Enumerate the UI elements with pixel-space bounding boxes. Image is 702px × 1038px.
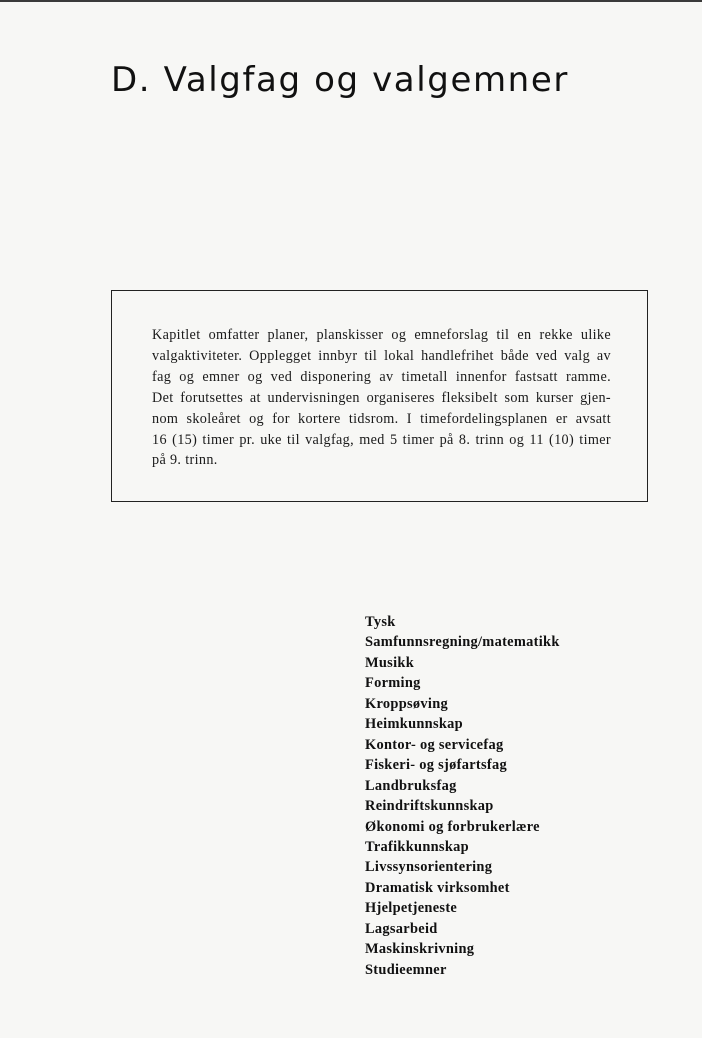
subject-item: Musikk: [365, 654, 414, 671]
subject-item: Reindriftskunnskap: [365, 798, 494, 815]
subject-item: Livssynsorientering: [365, 859, 493, 876]
page-top-rule: [0, 0, 702, 2]
subject-item: Forming: [365, 675, 421, 692]
subject-item: Lagsarbeid: [365, 920, 438, 937]
subject-item: Heimkunnskap: [365, 716, 463, 733]
subject-item: Studieemner: [365, 961, 447, 978]
intro-line: på 9. trinn.: [152, 452, 218, 469]
subject-item: Maskinskrivning: [365, 941, 475, 958]
subject-list: [365, 612, 560, 980]
intro-line: nom skoleåret og for kortere tidsrom. I timefordelingsplanen er avsatt: [152, 410, 611, 427]
intro-line: fag og emner og ved disponering av timetall innenfor fastsatt ramme.: [152, 368, 611, 385]
intro-line: 16 (15) timer pr. uke til valgfag, med 5 timer på 8. trinn og 11 (10) timer: [152, 431, 611, 448]
page-title: D. Valgfag og valgemner: [111, 60, 569, 100]
subject-item: Hjelpetjeneste: [365, 900, 458, 917]
intro-box: [111, 290, 648, 502]
intro-line: Det forutsettes at undervisningen organiseres fleksibelt som kurser gjen-: [152, 389, 611, 406]
subject-item: Kontor- og servicefag: [365, 736, 504, 753]
subject-item: Trafikkunnskap: [365, 838, 469, 855]
intro-line: Kapitlet omfatter planer, planskisser og emneforslag til en rekke ulike: [152, 327, 611, 343]
subject-item: Dramatisk virksomhet: [365, 879, 510, 896]
subject-item: Samfunnsregning/matematikk: [365, 634, 560, 651]
intro-line: valgaktiviteter. Opplegget innbyr til lokal handlefrihet både ved valg av: [152, 347, 611, 364]
subject-item: Kroppsøving: [365, 695, 449, 712]
intro-paragraph: [152, 325, 611, 471]
subject-item: Fiskeri- og sjøfartsfag: [365, 757, 507, 774]
subject-item: Landbruksfag: [365, 777, 457, 794]
subject-item: Økonomi og forbrukerlære: [365, 818, 540, 835]
subject-item: Tysk: [365, 614, 396, 630]
